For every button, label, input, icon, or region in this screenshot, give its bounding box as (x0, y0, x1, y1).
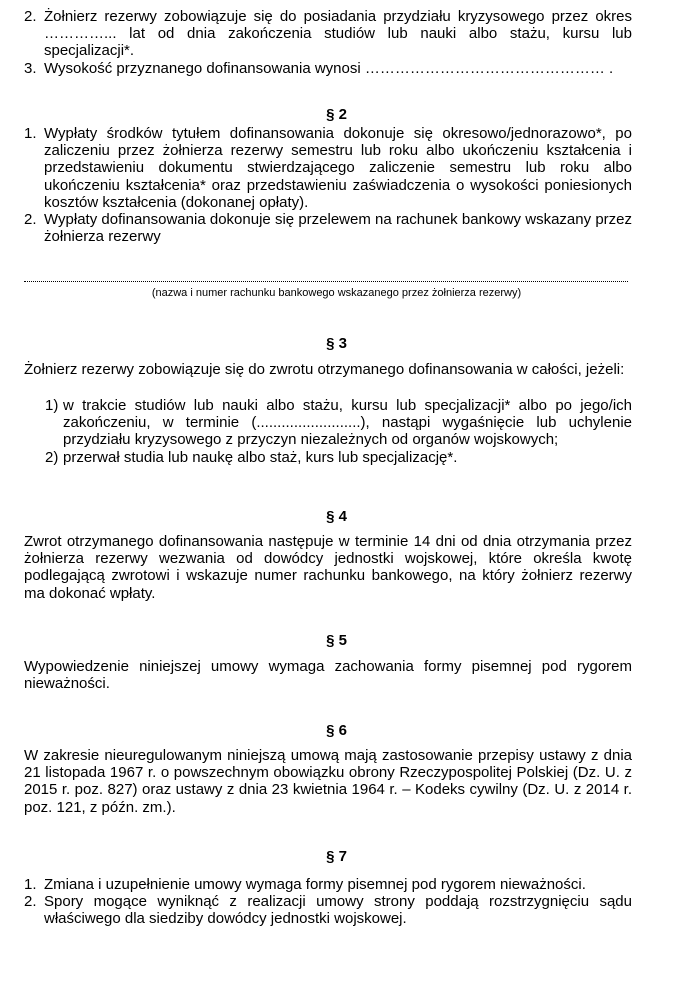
item-text: Spory mogące wyniknąć z realizacji umowy strony poddają rozstrzygnięciu sądu właściwego dla siedziby dowódcy jednostki wojskowej. (44, 893, 632, 928)
list-item (24, 893, 632, 927)
item-number: 2. (24, 893, 37, 911)
item-number: 2. (24, 8, 37, 25)
account-caption: (nazwa i numer rachunku bankowego wskazanego przez żołnierza rezerwy) (151, 287, 522, 299)
section-heading-4: § 4 (326, 508, 347, 525)
list-item (24, 211, 632, 245)
item-number: 2) (45, 448, 59, 466)
section-heading-5: § 5 (326, 632, 347, 649)
item-number: 1) (45, 397, 59, 414)
item-text: Wypłaty dofinansowania dokonuje się przelewem na rachunek bankowy wskazany przez żołnierza rezerwy (44, 211, 632, 246)
item-number: 2. (24, 211, 37, 229)
top-list (24, 8, 632, 77)
section-heading-3: § 3 (326, 335, 347, 352)
list-item (24, 8, 632, 60)
item-number: 1. (24, 125, 37, 142)
item-text: Wypłaty środków tytułem dofinansowania dokonuje się okresowo/jednorazowo*, po zaliczeniu przez żołnierza rezerwy semestru lub roku albo ukończeniu kształcenia i przedstawieniu dokumentu stwierdzającego zaliczenie semestru lub roku albo ukończeniu kształcenia* oraz przedstawieniu zaświadczenia o wysokości poniesionych kosztów kształcenia (dokonanej opłaty). (44, 125, 632, 211)
list-item (45, 449, 632, 466)
account-dotted-line (24, 281, 628, 282)
section-heading-2: § 2 (326, 106, 347, 123)
section-6-text: W zakresie nieuregulowanym niniejszą umową mają zastosowanie przepisy ustawy z dnia 21 listopada 1967 r. o powszechnym obowiązku obrony Rzeczypospolitej Polskiej (Dz. U. z 2015 r. poz. 827) oraz ustawy z dnia 23 kwietnia 1964 r. – Kodeks cywilny (Dz. U. z 2014 r. poz. 121, z późn. zm.). (24, 747, 632, 816)
item-text: w trakcie studiów lub nauki albo stażu, kursu lub specjalizacji* albo po jego/ich zakończeniu, w terminie (.........................), nastąpi wygaśnięcie lub uchylenie przydziału kryzysowego z przyczyn niezależnych od organów wojskowych; (63, 397, 632, 449)
list-item (24, 876, 632, 893)
section-3-intro: Żołnierz rezerwy zobowiązuje się do zwrotu otrzymanego dofinansowania w całości, jeżeli: (24, 361, 625, 378)
section-7-list (24, 876, 632, 928)
item-text: Wysokość przyznanego dofinansowania wynosi ………………………………………… . (44, 59, 614, 77)
section-heading-7: § 7 (326, 848, 347, 865)
item-number: 3. (24, 59, 37, 77)
item-text: Zmiana i uzupełnienie umowy wymaga formy pisemnej pod rygorem nieważności. (44, 876, 586, 893)
section-3-list (45, 397, 632, 466)
list-item (45, 397, 632, 449)
item-text: przerwał studia lub naukę albo staż, kurs lub specjalizację*. (63, 448, 458, 466)
section-heading-6: § 6 (326, 722, 347, 739)
item-text: Żołnierz rezerwy zobowiązuje się do posiadania przydziału kryzysowego przez okres …………... lat od dnia zakończenia studiów lub nauki albo stażu, kursu lub specjalizacji*. (44, 8, 632, 60)
list-item (24, 60, 632, 77)
list-item (24, 125, 632, 211)
section-4-text: Zwrot otrzymanego dofinansowania następuje w terminie 14 dni od dnia otrzymania przez żołnierza rezerwy wezwania od dowódcy jednostki wojskowej, które określa kwotę podlegającą zwrotowi i wskazuje numer rachunku bankowego, na który żołnierz rezerwy ma dokonać wpłaty. (24, 533, 632, 602)
item-number: 1. (24, 876, 37, 893)
section-5-text: Wypowiedzenie niniejszej umowy wymaga zachowania formy pisemnej pod rygorem nieważności. (24, 658, 632, 693)
section-2-list (24, 125, 632, 245)
